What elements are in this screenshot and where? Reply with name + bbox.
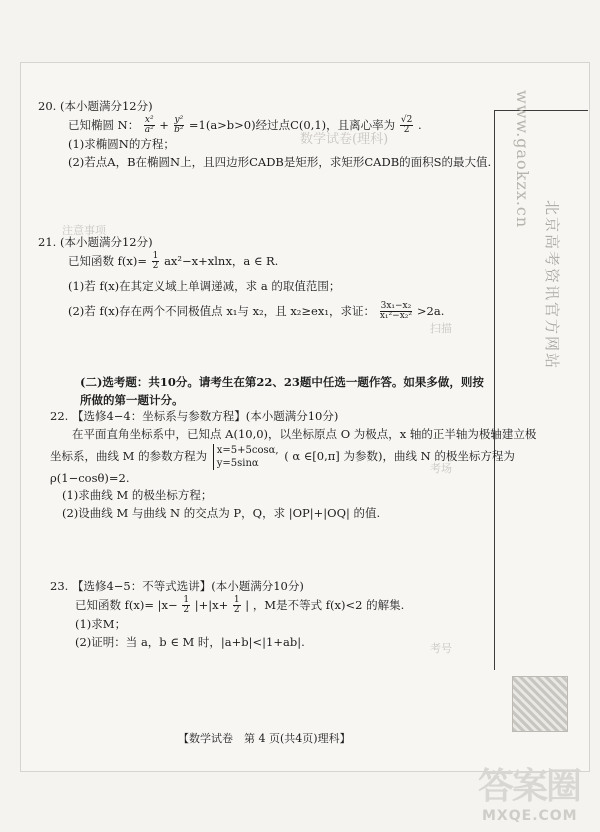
watermark-text: 答案圈 <box>478 766 581 807</box>
q23-part1: (1)求M； <box>75 616 127 631</box>
q22-line2-a: 坐标系，曲线 M 的参数方程为 <box>50 448 208 463</box>
q22-line1: 在平面直角坐标系中，已知点 A(10,0)，以坐标原点 O 为极点，x 轴的正半轴为极轴建立极 <box>72 426 537 441</box>
qr-code-image <box>512 676 568 732</box>
q20-number: 20. <box>38 99 57 113</box>
q21-ratio-fraction: $\frac{\text{3x₁−x₂}}{\text{x₁²−x₂²}}$ <box>379 300 412 321</box>
page-footer: 【数学试卷 第 4 页(共4页)理科】 <box>178 732 351 745</box>
q22-line2-b: ( α ∈[0,π] 为参数)，曲线 N 的极坐标方程为 <box>284 448 515 463</box>
q22-part1: (1)求曲线 M 的极坐标方程； <box>62 488 213 503</box>
q21-part2-b: >2a. <box>416 303 445 318</box>
ghost-title: 数学试卷(理科) <box>300 132 389 147</box>
q23-abs-left: |x− <box>157 597 178 612</box>
q23-part2: (2)证明：当 a，b ∈ M 时，|a+b|<|1+ab|. <box>75 634 305 649</box>
section-elective-header: (二)选考题：共10分。请考生在第22、23题中任选一题作答。如果多做，则按所做的第一题计分。 <box>80 375 484 408</box>
q20-plus: + <box>159 117 169 132</box>
q23-header: 【选修4−5：不等式选讲】(本小题满分10分) <box>71 579 304 593</box>
q20-part2: (2)若点A，B在椭圆N上，且四边形CADB是矩形，求矩形CADB的面积S的最大值. <box>68 154 492 169</box>
q22-number: 22. <box>50 409 69 423</box>
watermark-url: MXQE.COM <box>482 808 578 824</box>
q23-stem-a: 已知函数 f(x)= <box>75 597 155 612</box>
q20-stem-a: 已知椭圆 N： <box>68 117 140 132</box>
ghost-id: 考号 <box>430 642 452 655</box>
q20-y-fraction: $\frac{\text{y²}}{\text{b²}}$ <box>174 114 184 136</box>
q21-part2-a: (2)若 f(x)存在两个不同极值点 x₁与 x₂，且 x₂≥ex₁，求证： <box>68 303 375 318</box>
q23-half-fraction-1: $\frac{1}{2}$ <box>183 594 190 616</box>
question-23 <box>50 578 404 651</box>
side-school-text: 北京高考资讯官方网站 <box>543 200 561 371</box>
question-21 <box>38 234 444 321</box>
q23-half-fraction-2: $\frac{1}{2}$ <box>233 594 240 616</box>
q21-header: (本小题满分12分) <box>59 235 153 249</box>
q23-abs-end: | <box>245 597 250 612</box>
q20-stem-b: =1(a>b>0)经过点C(0,1)，且离心率为 <box>188 117 396 132</box>
q20-header: (本小题满分12分) <box>59 99 153 113</box>
q23-stem-b: ，M是不等式 f(x)<2 的解集. <box>252 597 405 612</box>
q22-parametric-system: x=5+5cosα, y=5sinα <box>213 444 279 470</box>
watermark-logo <box>478 758 598 830</box>
binding-line-horizontal <box>494 110 588 111</box>
q21-stem-a: 已知函数 f(x)= <box>68 253 148 268</box>
ghost-scan: 扫描 <box>430 322 452 335</box>
q20-stem-c: . <box>417 117 422 132</box>
question-20 <box>38 98 491 171</box>
side-url-text: www.gaokzx.cn <box>513 90 532 229</box>
q21-stem-b: ax²−x+xlnx，a ∈ R. <box>164 253 279 268</box>
q20-eccentricity: $\frac{√2}{2}$ <box>400 114 413 136</box>
question-22 <box>50 408 536 523</box>
q21-number: 21. <box>38 235 57 249</box>
q22-header: 【选修4−4：坐标系与参数方程】(本小题满分10分) <box>71 409 339 423</box>
q20-x-fraction: $\frac{\text{x²}}{\text{a²}}$ <box>144 114 154 136</box>
q21-part1: (1)若 f(x)在其定义域上单调递减，求 a 的取值范围； <box>68 278 341 293</box>
q23-abs-mid: |+|x+ <box>194 597 229 612</box>
q22-part2: (2)设曲线 M 与曲线 N 的交点为 P，Q，求 |OP|+|OQ| 的值. <box>62 506 381 521</box>
q21-half-fraction: $\frac{1}{2}$ <box>152 250 159 272</box>
ghost-room: 考场 <box>430 462 452 475</box>
q23-number: 23. <box>50 579 69 593</box>
binding-line-vertical <box>494 110 495 670</box>
q20-part1: (1)求椭圆N的方程； <box>68 136 175 151</box>
ghost-notice: 注意事项 <box>62 224 106 237</box>
q22-line3: ρ(1−cosθ)=2. <box>50 470 130 485</box>
